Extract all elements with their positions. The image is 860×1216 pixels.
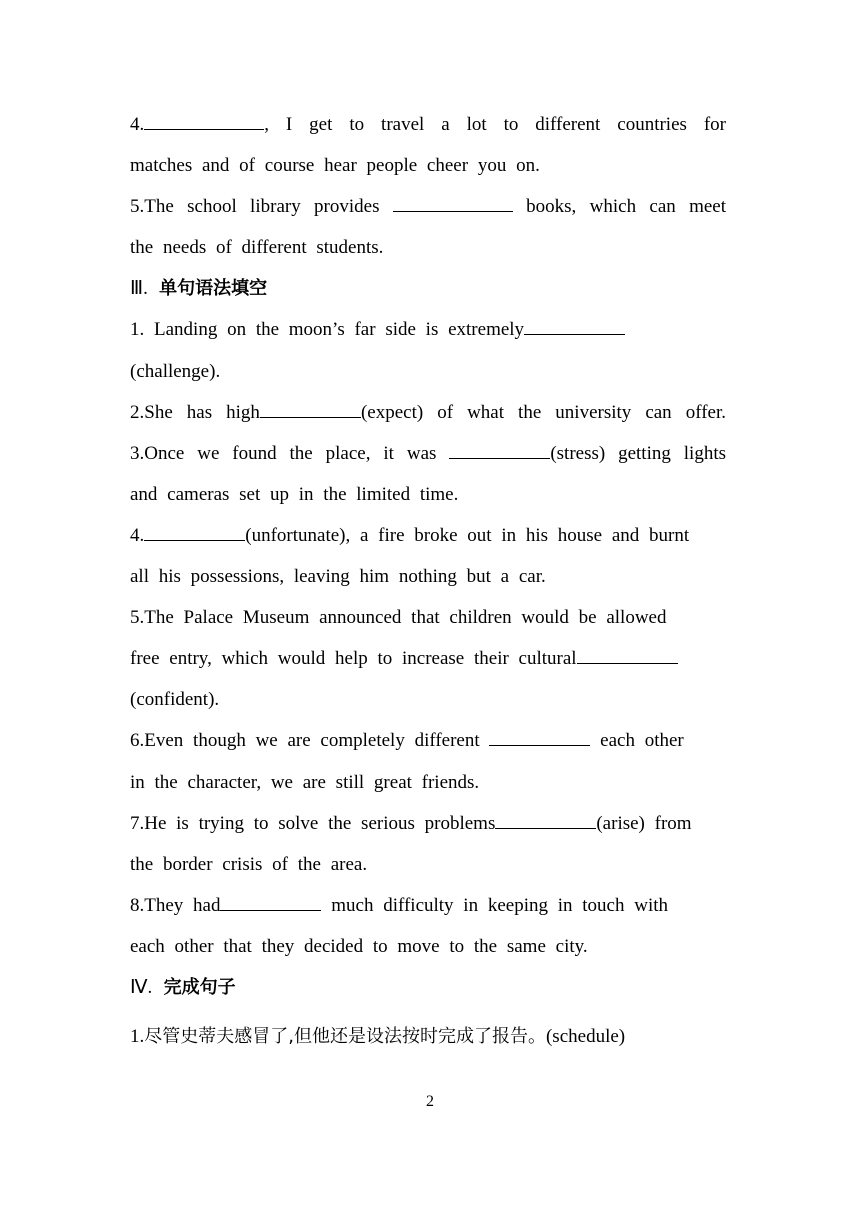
part3-item7-line2: the border crisis of the area. [130, 853, 368, 875]
answer-blank[interactable] [489, 730, 590, 746]
part3-item2-line1: 2.She has high (expect) of what the university can offer. [130, 401, 726, 423]
answer-blank[interactable] [524, 319, 625, 335]
part3-item3-line1: 3.Once we found the place, it was (stress) getting lights [130, 442, 726, 464]
answer-blank[interactable] [449, 443, 550, 459]
answer-blank[interactable] [144, 525, 245, 541]
part3-item6-line2: in the character, we are still great friends. [130, 771, 480, 793]
part3-item1-line1: 1. Landing on the moon’s far side is extremely [130, 309, 726, 350]
worksheet-page [130, 104, 726, 1057]
answer-blank[interactable] [577, 648, 678, 664]
part2-item4-line1: 4. , I get to travel a lot to different countries for [130, 114, 726, 135]
answer-blank[interactable] [260, 402, 361, 418]
part3-item5-line2: free entry, which would help to increase their cultural [130, 638, 726, 679]
part3-item6-line1: 6.Even though we are completely different each other [130, 730, 684, 752]
part2-item4-line2: matches and of course hear people cheer you on. [130, 155, 540, 177]
part2-item5-line2: the needs of different students. [130, 237, 384, 259]
part3-item3-line2: and cameras set up in the limited time. [130, 483, 459, 505]
part3-item4-line2: all his possessions, leaving him nothing but a car. [130, 566, 546, 588]
page-number: 2 [426, 1093, 434, 1110]
part4-item1-line1: 1.尽管史蒂夫感冒了,但他还是设法按时完成了报告。(schedule) [130, 1026, 626, 1048]
part3-item5-line1: 5.The Palace Museum announced that children would be allowed [130, 607, 667, 629]
part3-item4-line1: 4. (unfortunate), a fire broke out in his house and burnt [130, 524, 690, 546]
part2-item5-line1: 5.The school library provides books, which can meet [130, 196, 727, 218]
section-heading-part4: Ⅳ. 完成句子 [130, 976, 236, 998]
part3-item7-line1: 7.He is trying to solve the serious problems (arise) from [130, 812, 692, 834]
answer-blank[interactable] [144, 114, 264, 130]
answer-blank[interactable] [495, 813, 596, 829]
answer-blank[interactable] [220, 895, 321, 911]
section-heading-part3: Ⅲ. 单句语法填空 [130, 278, 268, 300]
part3-item1-line2: (challenge). [130, 360, 221, 382]
part3-item5-line3: (confident). [130, 689, 220, 711]
part3-item8-line2: each other that they decided to move to the same city. [130, 935, 588, 957]
answer-blank[interactable] [393, 196, 513, 212]
part3-item8-line1: 8.They had much difficulty in keeping in touch with [130, 894, 668, 916]
